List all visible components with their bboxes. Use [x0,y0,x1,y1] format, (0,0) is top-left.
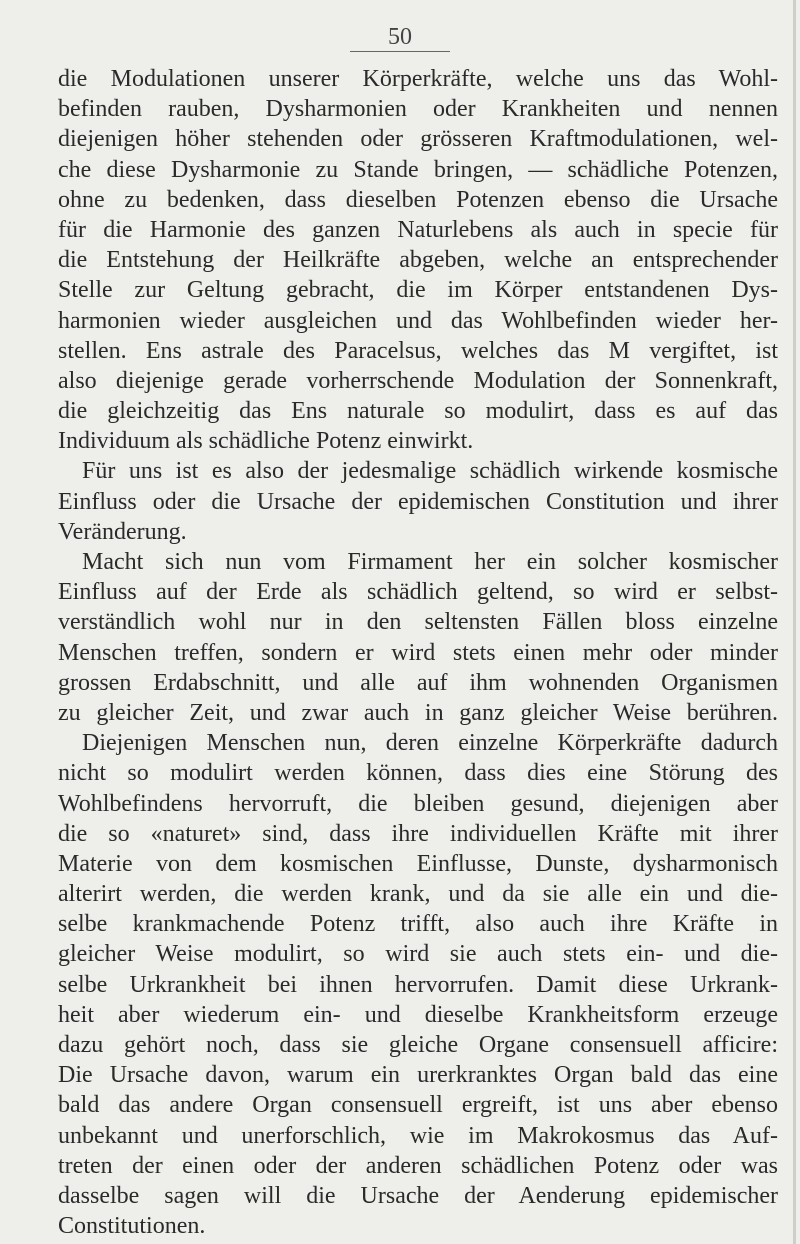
text-line: unbekannt und unerforschlich, wie im Makrokosmus das Auf- [58,1122,778,1149]
text-line: verständlich wohl nur in den seltensten Fällen bloss einzelne [58,609,778,636]
text-line: Constitutionen. [58,1213,206,1240]
text-line: heit aber wiederum ein- und dieselbe Krankheitsform erzeuge [58,1001,778,1028]
body-text [58,64,778,1241]
text-line: nicht so modulirt werden können, dass dies eine Störung des [58,760,778,787]
text-line: stellen. Ens astrale des Paracelsus, welches das M vergiftet, ist [58,337,778,364]
text-line: harmonien wieder ausgleichen und das Wohlbefinden wieder her- [58,307,778,334]
text-line: dasselbe sagen will die Ursache der Aenderung epidemischer [58,1182,778,1209]
text-line: Individuum als schädliche Potenz einwirkt. [58,428,474,455]
text-line: Für uns ist es also der jedesmalige schädlich wirkende kosmische [82,458,778,485]
text-line: Stelle zur Geltung gebracht, die im Körper entstandenen Dys- [58,277,778,304]
text-line: gleicher Weise modulirt, so wird sie auch stets ein- und die- [58,941,778,968]
text-line: die so «naturet» sind, dass ihre individuellen Kräfte mit ihrer [58,820,778,847]
text-line: diejenigen höher stehenden oder grösseren Kraftmodulationen, wel- [58,126,778,153]
text-line: also diejenige gerade vorherrschende Modulation der Sonnenkraft, [58,367,778,394]
text-line: alterirt werden, die werden krank, und da sie alle ein und die- [58,881,778,908]
text-line: für die Harmonie des ganzen Naturlebens als auch in specie für [58,216,778,243]
text-line: ohne zu bedenken, dass dieselben Potenzen ebenso die Ursache [58,186,778,213]
page-number-rule [350,51,450,52]
text-line: bald das andere Organ consensuell ergreift, ist uns aber ebenso [58,1092,778,1119]
text-line: Materie von dem kosmischen Einflusse, Dunste, dysharmonisch [58,850,778,877]
text-line: Macht sich nun vom Firmament her ein solcher kosmischer [82,549,778,575]
text-line: Wohlbefindens hervorruft, die bleiben gesund, diejenigen aber [58,790,778,817]
text-line: Einfluss auf der Erde als schädlich geltend, so wird er selbst- [58,579,778,606]
text-line: zu gleicher Zeit, und zwar auch in ganz gleicher Weise berühren. [58,699,778,726]
text-line: Diejenigen Menschen nun, deren einzelne Körperkräfte dadurch [82,730,778,757]
text-line: die gleichzeitig das Ens naturale so modulirt, dass es auf das [58,398,778,425]
text-line: die Modulationen unserer Körperkräfte, welche uns das Wohl- [58,66,778,92]
text-line: treten der einen oder der anderen schädlichen Potenz oder was [58,1152,778,1179]
text-line: befinden rauben, Dysharmonien oder Krankheiten und nennen [58,96,778,123]
text-line: Einfluss oder die Ursache der epidemischen Constitution und ihrer [58,488,778,515]
page-number: 50 [388,24,412,50]
text-line: selbe krankmachende Potenz trifft, also auch ihre Kräfte in [58,911,778,938]
text-line: die Entstehung der Heilkräfte abgeben, welche an entsprechender [58,247,778,274]
text-line: dazu gehört noch, dass sie gleiche Organe consensuell afficire: [58,1032,778,1058]
text-line: Menschen treffen, sondern er wird stets einen mehr oder minder [58,639,778,666]
text-line: Die Ursache davon, warum ein urerkranktes Organ bald das eine [58,1062,778,1089]
page-edge-shadow [793,0,796,1244]
text-line: selbe Urkrankheit bei ihnen hervorrufen. Damit diese Urkrank- [58,971,778,998]
text-line: che diese Dysharmonie zu Stande bringen, — schädliche Potenzen, [58,156,778,183]
text-line: Veränderung. [58,518,187,545]
text-line: grossen Erdabschnitt, und alle auf ihm wohnenden Organismen [58,669,778,696]
